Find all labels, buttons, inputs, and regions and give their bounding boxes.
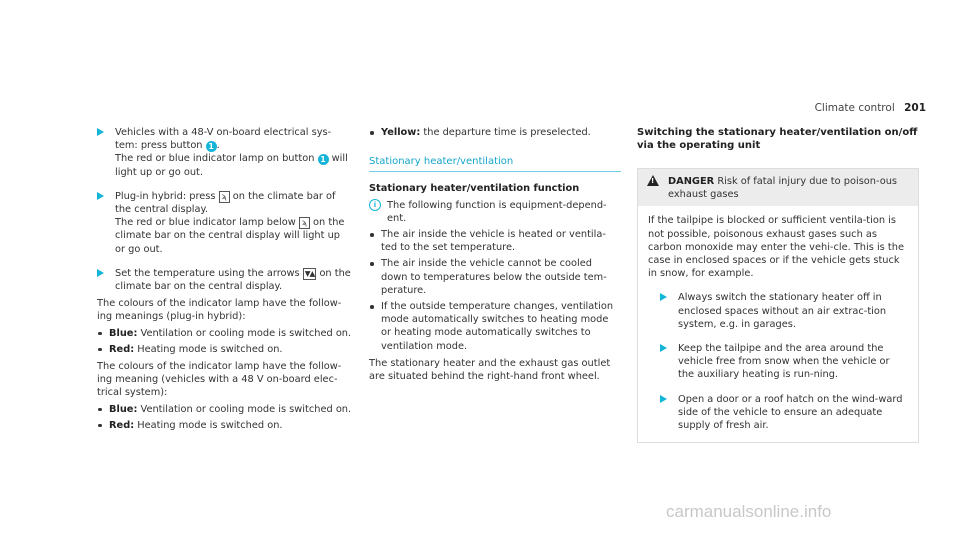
- sub-title: Stationary heater/ventilation function: [369, 183, 580, 195]
- step-open-door: Open a door or a roof hatch on the wind-ward side of the vehicle to ensure an adequate supply of fresh air.: [660, 393, 908, 433]
- step-plugin-hybrid: Plug-in hybrid: press ϡ on the climate bar of the central display. The red or blue indicator lamp below ϡ on the climate bar on the central display will light up or go out.: [97, 190, 353, 256]
- step-48v-button: Vehicles with a 48-V on-board electrical sys-tem: press button 1 . The red or blue indicator lamp on button 1 will light up or go out.: [97, 126, 353, 179]
- list-item: Yellow: the departure time is preselected.: [369, 126, 621, 139]
- up-down-arrows-icon: ▼▲: [304, 268, 315, 278]
- bullet-icon: [370, 233, 374, 237]
- arrow-right-icon: [660, 344, 667, 352]
- column-1: [97, 126, 353, 432]
- warning-triangle-icon: [647, 175, 659, 186]
- callout-1-icon: 1: [206, 141, 217, 152]
- arrow-right-icon: [97, 269, 104, 277]
- arrow-right-icon: [97, 192, 104, 200]
- danger-box: [637, 168, 919, 443]
- step-set-temperature: Set the temperature using the arrows ▼▲ on the climate bar on the central display.: [97, 267, 353, 293]
- list-item: The air inside the vehicle is heated or ventila-ted to the set temperature.: [369, 228, 621, 254]
- section-heading: Switching the stationary heater/ventilation on/off via the operating unit: [637, 127, 918, 151]
- paragraph-colours-48v: The colours of the indicator lamp have the follow-ing meaning (vehicles with a 48 V on-board elec-trical system):: [97, 361, 342, 399]
- info-icon: i: [369, 199, 381, 211]
- arrow-right-icon: [660, 293, 667, 301]
- danger-body: If the tailpipe is blocked or sufficient ventila-tion is not possible, poisonous exhaust gases such as carbon monoxide may enter the vehi-cle. This is the case in enclosed spaces or if the vehicle gets stuck in snow, for example. Always switch the stationary heater off in enclosed spaces without an air extrac-tion system, e.g. in garages. Keep the tailpipe and the area around the vehicle free from snow when the vehicle or the auxiliary heating is run-ning. Open a door or a roof hatch on the wind-ward side of the vehicle to ensure an adequate supply of fresh air.: [638, 206, 918, 442]
- list-item: If the outside temperature changes, ventilation mode automatically switches to heating mode or heating mode automatically switches to ventilation mode.: [369, 300, 621, 353]
- bullet-icon: [370, 305, 374, 309]
- bullet-icon: [98, 332, 102, 336]
- section-title: Stationary heater/ventilation: [369, 155, 621, 172]
- column-2: [369, 126, 621, 383]
- list-item: Blue: Ventilation or cooling mode is switched on.: [97, 403, 353, 416]
- list-item: Red: Heating mode is switched on.: [97, 419, 353, 432]
- info-note: i The following function is equipment-depend-ent.: [369, 199, 621, 225]
- bullet-icon: [370, 262, 374, 266]
- page-number: 201: [904, 102, 926, 114]
- bullet-icon: [370, 131, 374, 135]
- section-name: Climate control: [814, 102, 895, 114]
- page-header: [815, 102, 926, 114]
- list-item: Blue: Ventilation or cooling mode is switched on.: [97, 327, 353, 340]
- heater-key-icon: ϡ: [219, 191, 230, 203]
- watermark: carmanualsonline.info: [666, 502, 832, 521]
- danger-title: Risk of fatal injury due to poison-ous exhaust gases: [668, 176, 898, 201]
- heater-key-icon: ϡ: [299, 217, 310, 229]
- step-keep-tailpipe-clear: Keep the tailpipe and the area around the vehicle free from snow when the vehicle or the auxiliary heating is run-ning.: [660, 342, 908, 382]
- arrow-right-icon: [660, 395, 667, 403]
- danger-header: [638, 169, 918, 206]
- bullet-icon: [98, 408, 102, 412]
- paragraph-heater-location: The stationary heater and the exhaust gas outlet are situated behind the right-hand front wheel.: [369, 357, 611, 383]
- paragraph-colours-hybrid: The colours of the indicator lamp have the follow-ing meanings (plug-in hybrid):: [97, 298, 342, 323]
- step-switch-off: Always switch the stationary heater off in enclosed spaces without an air extrac-tion system, e.g. in garages.: [660, 291, 908, 331]
- column-3: [637, 126, 919, 443]
- arrow-right-icon: [97, 128, 104, 136]
- callout-1-icon: 1: [318, 154, 329, 165]
- danger-label: DANGER: [668, 176, 715, 187]
- bullet-icon: [98, 424, 102, 428]
- list-item: Red: Heating mode is switched on.: [97, 343, 353, 356]
- bullet-icon: [98, 348, 102, 352]
- list-item: The air inside the vehicle cannot be cooled down to temperatures below the outside tem-perature.: [369, 257, 621, 297]
